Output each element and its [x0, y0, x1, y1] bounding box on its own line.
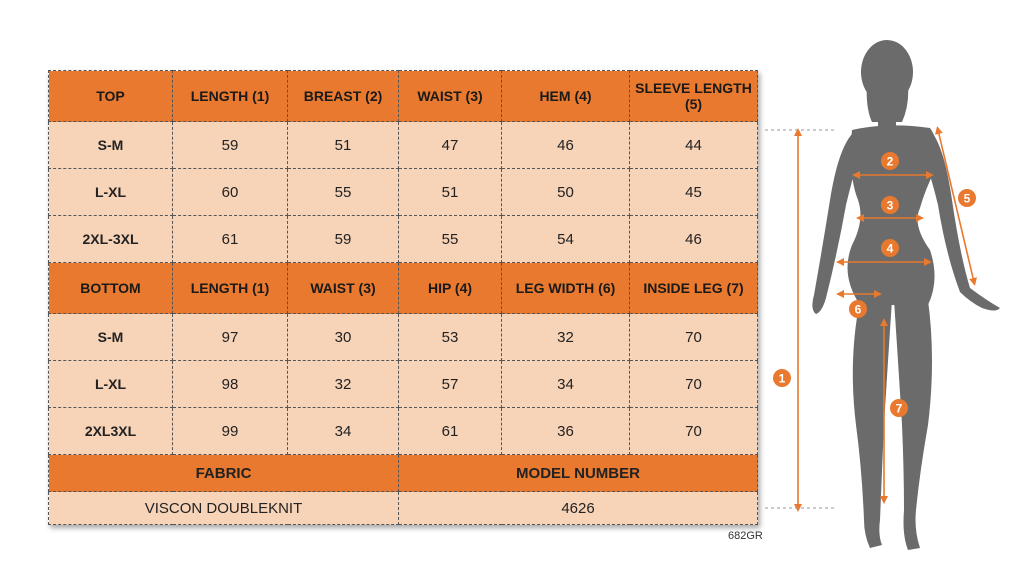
marker-4 [881, 239, 899, 257]
value-cell: 32 [502, 314, 630, 361]
value-cell: 70 [630, 314, 758, 361]
marker-5-label: 5 [963, 191, 971, 206]
table-row [49, 216, 758, 263]
value-cell: 51 [288, 122, 399, 169]
value-cell: 34 [288, 408, 399, 455]
value-cell: 59 [288, 216, 399, 263]
header-cell: LEG WIDTH (6) [502, 263, 630, 314]
value-cell: 61 [399, 408, 502, 455]
value-cell: 70 [630, 361, 758, 408]
header-cell: WAIST (3) [288, 263, 399, 314]
value-cell: 34 [502, 361, 630, 408]
marker-1 [773, 369, 791, 387]
header-cell: WAIST (3) [399, 71, 502, 122]
value-cell: 59 [173, 122, 288, 169]
model-number-value: 4626 [399, 492, 758, 525]
table-row [49, 361, 758, 408]
silhouette [812, 40, 1000, 550]
header-cell: HIP (4) [399, 263, 502, 314]
marker-3-label: 3 [886, 198, 894, 213]
product-code: 682GR [728, 530, 763, 542]
table-row [49, 314, 758, 361]
size-chart-table [48, 70, 758, 525]
size-label: S-M [49, 314, 173, 361]
bottom-header-row [49, 263, 758, 314]
size-label: 2XL-3XL [49, 216, 173, 263]
header-cell: TOP [49, 71, 173, 122]
value-cell: 99 [173, 408, 288, 455]
table-row [49, 169, 758, 216]
header-cell: INSIDE LEG (7) [630, 263, 758, 314]
fabric-value: VISCON DOUBLEKNIT [49, 492, 399, 525]
fabric-value-row [49, 492, 758, 525]
top-header-row [49, 71, 758, 122]
body-silhouette-figure [760, 30, 1020, 560]
value-cell: 97 [173, 314, 288, 361]
value-cell: 30 [288, 314, 399, 361]
table-row [49, 408, 758, 455]
value-cell: 50 [502, 169, 630, 216]
value-cell: 57 [399, 361, 502, 408]
value-cell: 47 [399, 122, 502, 169]
fabric-label: FABRIC [49, 455, 399, 492]
value-cell: 45 [630, 169, 758, 216]
value-cell: 36 [502, 408, 630, 455]
header-cell: HEM (4) [502, 71, 630, 122]
model-number-label: MODEL NUMBER [399, 455, 758, 492]
value-cell: 46 [630, 216, 758, 263]
table-row [49, 122, 758, 169]
value-cell: 46 [502, 122, 630, 169]
marker-1-label: 1 [778, 371, 786, 386]
marker-5 [958, 189, 976, 207]
value-cell: 70 [630, 408, 758, 455]
marker-2 [881, 152, 899, 170]
value-cell: 61 [173, 216, 288, 263]
value-cell: 53 [399, 314, 502, 361]
header-cell: SLEEVE LENGTH (5) [630, 71, 758, 122]
size-label: L-XL [49, 169, 173, 216]
marker-4-label: 4 [886, 241, 894, 256]
value-cell: 32 [288, 361, 399, 408]
value-cell: 54 [502, 216, 630, 263]
value-cell: 98 [173, 361, 288, 408]
header-cell: BREAST (2) [288, 71, 399, 122]
fabric-header-row [49, 455, 758, 492]
marker-7 [890, 399, 908, 417]
size-label: S-M [49, 122, 173, 169]
marker-6 [849, 300, 867, 318]
value-cell: 60 [173, 169, 288, 216]
marker-2-label: 2 [886, 154, 894, 169]
size-label: L-XL [49, 361, 173, 408]
value-cell: 44 [630, 122, 758, 169]
header-cell: LENGTH (1) [173, 263, 288, 314]
header-cell: BOTTOM [49, 263, 173, 314]
value-cell: 55 [288, 169, 399, 216]
value-cell: 55 [399, 216, 502, 263]
marker-7-label: 7 [895, 401, 903, 416]
value-cell: 51 [399, 169, 502, 216]
marker-6-label: 6 [854, 302, 862, 317]
marker-3 [881, 196, 899, 214]
size-label: 2XL3XL [49, 408, 173, 455]
header-cell: LENGTH (1) [173, 71, 288, 122]
